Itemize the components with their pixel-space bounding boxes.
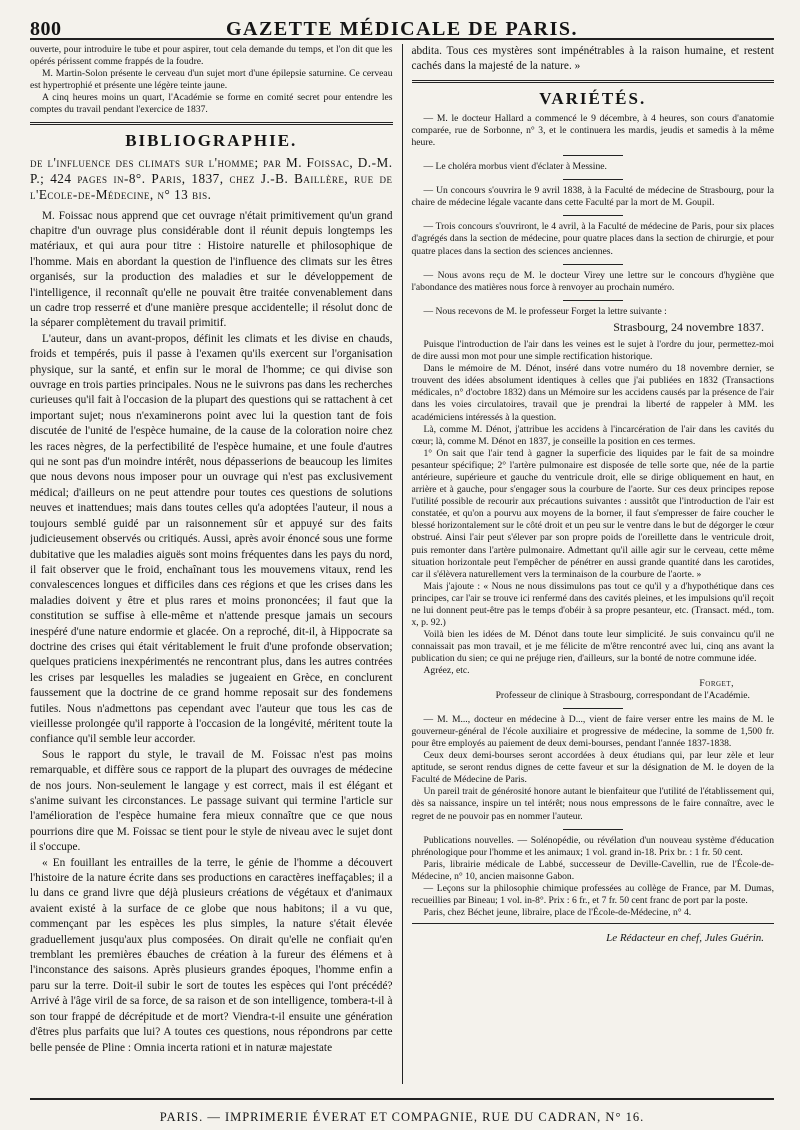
letter-paragraph: Là, comme M. Dénot, j'attribue les accidens à l'incarcération de l'air dans les cavités du cœur; là, comme M. Dénot en 1837, je conseille la position en ces termes.: [411, 423, 774, 447]
right-column: [402, 44, 775, 1084]
review-quote: « En fouillant les entrailles de la terre, le génie de l'homme a découvert l'histoire de la nature écrite dans ses productions en caractères ineffaçables; il a lu dans ce grand livre que déjà plusieurs créations de végétaux et d'animaux avaient existé à la surface de ce globe que nous habitons; il a vu que, commençant par les espèces les plus simples, la nature s'était élevée graduellement jusqu'aux plus composées. On dirait qu'elle ne confiait qu'en tremblant les premières ébauches de création à la fureur des élémens et à l'inconstance des saisons. Après plusieurs grandes époques, l'homme enfin a paru sur la terre. Doit-il subir le sort de toutes les espèces qui l'ont précédé? Arrivé à l'âge viril de sa force, de sa raison et de son intelligence, tombera-t-il à son tour frappé de décrépitude et de mort? Viendra-t-il ensuite une génération d'êtres plus parfaits que lui? A toutes ces questions, nous répondrons par cette belle pensée de Pline : Omnia incerta rationi et in naturæ majestate: [30, 856, 393, 1054]
intro-paragraph: ouverte, pour introduire le tube et pour aspirer, tout cela demande du temps, et l'on dit que les opérés périssent comme frappés de la foudre.: [30, 44, 393, 68]
review-paragraph: Sous le rapport du style, le travail de M. Foissac n'est pas moins remarquable, et diffère sous ce rapport de la plupart des ouvrages de médecine de nos jours. Non-seulement le langage y est correct, mais il est élégant et s'anime suivant les circonstances. Le passage suivant qui termine l'article sur l'amélioration de l'espèce humaine fera mieux connaître que ce que nous pourrions dire que M. Foissac se tient pour le style de niveau avec le sujet dont il s'occupe.: [30, 748, 393, 854]
letter-paragraph: Puisque l'introduction de l'air dans les veines est le sujet à l'ordre du jour, permettez-moi de dire aussi mon mot pour une simple rectification historique.: [411, 338, 774, 363]
news-item: — Nous recevons de M. le professeur Forget la lettre suivante :: [423, 305, 667, 317]
publication-entry: Paris, chez Béchet jeune, libraire, place de l'École-de-Médecine, n° 4.: [423, 907, 692, 919]
letter-closing: Agréez, etc.: [423, 665, 470, 677]
news-item: — M. M..., docteur en médecine à D..., vient de faire verser entre les mains de M. le gouverneur-général de l'école auxiliaire et progressive de médecine, la somme de 1,500 fr. pour être employés au paiement de deux demi-bourses, pendant l'année 1837-1838.: [411, 713, 774, 749]
item-divider: [563, 215, 623, 216]
item-divider: [563, 708, 623, 709]
signature-title: Professeur de clinique à Strasbourg, correspondant de l'Académie.: [495, 689, 750, 701]
news-item: Ceux deux demi-bourses seront accordées à deux étudians qui, par leur zèle et leur aptitude, se seront rendus dignes de cette faveur et sur la désignation de M. le doyen de la Faculté de Médecine de Paris.: [411, 750, 774, 786]
editor-signature: [412, 932, 775, 944]
printer-footer: PARIS. — IMPRIMERIE ÉVERAT ET COMPAGNIE, RUE DU CADRAN, N° 16.: [30, 1098, 774, 1125]
publication-entry: Publications nouvelles. — Solénopédie, ou révélation d'un nouveau système d'éducation phrénologique pour l'homme et les animaux; 1 vol. grand in-18. Prix br. : 1 fr. 50 cent.: [411, 834, 774, 858]
letter-paragraph: 1° On sait que l'air tend à gagner la superficie des liquides par le fait de sa moindre pesanteur spécifique; 2° l'artère pulmonaire est disposée de telle sorte que, née de la partie antérieure, supérieure et gauche du ventricule droit, elle se dirige obliquement en haut, en arrière et à gauche, pour s'engager sous la courbure de l'aorte. Sur ces deux principes repose l'utilité possible de recourir aux précautions suivantes : aussitôt que l'introduction de l'air est constatée, et qu'on a pourvu aux moyens de la borner, il faut s'empresser de faire coucher le blessé horizontalement sur le côté droit et un peu sur le ventre dans le but de dégorger le cœur obstrué. Ainsi l'air peut s'élever par son propre poids de l'oreillette dans le ventricule droit, puis remonter dans l'artère pulmonaire. Admettant qu'il aille agir sur le cerveau, cette même situation horizontale peut l'empêcher de pénétrer en aussi grande quantité dans les carotides, car il s'élèvera naturellement vers la terminaison de la courbure de l'aorte. »: [411, 447, 774, 580]
bibliographie-title: BIBLIOGRAPHIE.: [125, 130, 298, 150]
signature-name: Forget,: [699, 677, 734, 689]
gazette-title: GAZETTE MÉDICALE DE PARIS.: [225, 18, 579, 40]
letter-date: Strasbourg, 24 novembre 1837.: [613, 319, 764, 334]
publication-entry: — Leçons sur la philosophie chimique professées au collège de France, par M. Dumas, recueillies par Bineau; 1 vol. in-8°. Prix : 6 fr., et 7 fr. 50 cent franc de port par la poste.: [411, 882, 774, 907]
quote-continuation: abdita. Tous ces mystères sont impénétrables à la raison humaine, et restent cachés dans la majesté de la nature. »: [411, 45, 774, 73]
columns: [30, 44, 774, 1084]
item-divider: [563, 829, 623, 830]
letter-paragraph: Mais j'ajoute : « Nous ne nous dissimulons pas tout ce qu'il y a d'hypothétique dans ces principes, car l'air se trouve ici renfermé dans des cavités pleines, et les impulsions qu'il reçoit ne lui donnent peut-être pas le temps d'obéir à sa propre pesanteur, etc. (Transact. méd., tom. x, p. 92.): [411, 580, 774, 629]
news-item: — Le choléra morbus vient d'éclater à Messine.: [423, 161, 607, 173]
letter-paragraph: Voilà bien les idées de M. Dénot dans toute leur simplicité. Je suis convaincu qu'il ne connaissait pas mon travail, et je me félicite de m'être rencontré avec lui, cinq ans avant la publication du sien; ce qui ne préjuge rien, d'ailleurs, sur la bonté de notre commune idée.: [411, 629, 774, 665]
section-divider: [30, 122, 393, 125]
item-divider: [563, 264, 623, 265]
left-column: [30, 44, 402, 1084]
page-header: [30, 0, 774, 40]
news-item: — Nous avons reçu de M. le docteur Virey une lettre sur le concours d'hygiène que l'abondance des matières nous force à renvoyer au prochain numéro.: [411, 269, 774, 293]
item-divider: [563, 155, 623, 156]
review-paragraph: L'auteur, dans un avant-propos, définit les climats et les divise en chauds, froids et tempérés, puis il passe à l'examen qu'ils exercent sur l'organisation physique, sur la santé, et enfin sur le moral de l'homme; ce qui divise son ouvrage en trois parties principales. Nous ne le suivrons pas dans les recherches curieuses qu'il fait à l'occasion de la plupart des questions qui se rattachent à cet important sujet; nous n'examinerons point avec lui la question tant de fois discutée de l'unité de l'espèce humaine, de la cause de la coloration noire chez les races nègres, de la perfectibilité de l'espèce humaine, et une foule d'autres qui ne sont pas d'un moindre intérêt, nous dépasserions de beaucoup les limites que nous devons nous imposer pour un ouvrage qui n'est pas exclusivement médical; d'ailleurs on ne peut attendre pour toutes ces questions de solutions neuves et inattendues; mais dans toutes celles qu'a adoptées l'auteur, il nous a toujours semblé guidé par un raisonnement sûr et appuyé sur des faits judicieusement observés ou critiqués. Aussi, après avoir énoncé sous une forme dubitative que les maladies aiguës sont moins fréquentes dans les pays du nord, il fait observer que le froid, enchaînant tous les mouvemens vitaux, rend les convalescences longues et difficiles dans ces régions et que les crises dans les maladies doivent y être et plus rares et moins prononcées; il faut que la constitution se suffise à elle-même et n'attende presque jamais un secours inespéré d'une nature endormie et glacée. On a reproché, dit-il, à Hippocrate sa doctrine des crises qui était véritablement le fruit d'une profonde observation; quelques praticiens inexpérimentés ne rencontrant plus, dans les autres contrées les crises par lesquelles les maladies se jugeaient en Grèce, en conclurent faussement que la doctrine de ce grand homme reposait sur des fondemens futiles. Nous n'admettons pas cependant avec l'auteur que tous les cas de vieillesse prolongée qu'il rapporte à l'occasion de la longévité, méritent toute la confiance qu'il semble leur accorder.: [30, 332, 393, 746]
letter-paragraph: Dans le mémoire de M. Dénot, inséré dans votre numéro du 18 novembre dernier, se trouvent des idées absolument identiques à celles que j'ai publiées en 1832 (Transactions médicales, n° d'octobre 1832) dans un Mémoire sur les accidens causés par la présence de l'air dans les voies circulatoires, travail que je prendrai la liberté de rappeler à MM. les académiciens intéressés à la question.: [411, 363, 774, 423]
book-title: de l'influence des climats sur l'homme; par M. Foissac, D.-M. P.; 424 pages in-8°. Paris, 1837, chez J.-B. Baillère, rue de l'Ecole-de-Médecine, n° 13 bis.: [30, 154, 393, 202]
publication-entry: Paris, librairie médicale de Labbé, successeur de Deville-Cavellin, rue de l'École-de-Médecine, n° 10, ancien maisonne Gabon.: [411, 858, 774, 882]
editor-signature-text: Le Rédacteur en chef, Jules Guérin.: [606, 932, 764, 945]
review-paragraph: M. Foissac nous apprend que cet ouvrage n'était primitivement qu'un grand chapitre d'un ouvrage plus considérable dont il réunit depuis longtemps les matériaux, et qui aura pour titre : Histoire naturelle et philosophique de l'homme. Mais en abordant la question de l'influence des climats sur les êtres organisés, sur la production des maladies et sur le développement de l'intelligence, il reconnaît qu'elle ne pouvait être traitée convenablement dans un cadre trop resserré et d'une manière presque accidentelle; il résolut donc de la séparer complètement du travail primitif.: [30, 209, 393, 330]
intro-paragraph: A cinq heures moins un quart, l'Académie se forme en comité secret pour entendre les comptes du travail pendant l'exercice de 1837.: [30, 92, 393, 116]
intro-paragraph: M. Martin-Solon présente le cerveau d'un sujet mort d'une épilepsie saturnine. Ce cerveau est hypertrophié et présente une légère teinte jaune.: [30, 68, 393, 92]
news-item: — M. le docteur Hallard a commencé le 9 décembre, à 4 heures, son cours d'anatomie comparée, rue de Sorbonne, n° 3, et le continuera les mardis, jeudis et samedis à la même heure.: [411, 112, 774, 148]
news-item: — Un concours s'ouvrira le 9 avril 1838, à la Faculté de médecine de Strasbourg, pour la chaire de médecine légale vacante dans cette Faculté par la mort de M. Goupil.: [411, 185, 774, 209]
section-divider: [412, 80, 775, 83]
news-item: Un pareil trait de générosité honore autant le bienfaiteur que l'utilité de l'établissement qui, dès sa naissance, inspire un tel intérêt; nous nous empressons de le faire connaître, avec le regret de ne pouvoir pas en nommer l'auteur.: [411, 786, 774, 822]
item-divider: [563, 179, 623, 180]
page-number: 800: [30, 18, 62, 40]
news-item: — Trois concours s'ouvriront, le 4 avril, à la Faculté de médecine de Paris, pour six places d'agrégés dans la section de médecine, pour quatre places dans la section de chirurgie, et pour quatre places dans la section des sciences anciennes.: [411, 221, 774, 257]
varietes-title: VARIÉTÉS.: [539, 88, 647, 108]
section-divider: [412, 923, 775, 924]
item-divider: [563, 300, 623, 301]
